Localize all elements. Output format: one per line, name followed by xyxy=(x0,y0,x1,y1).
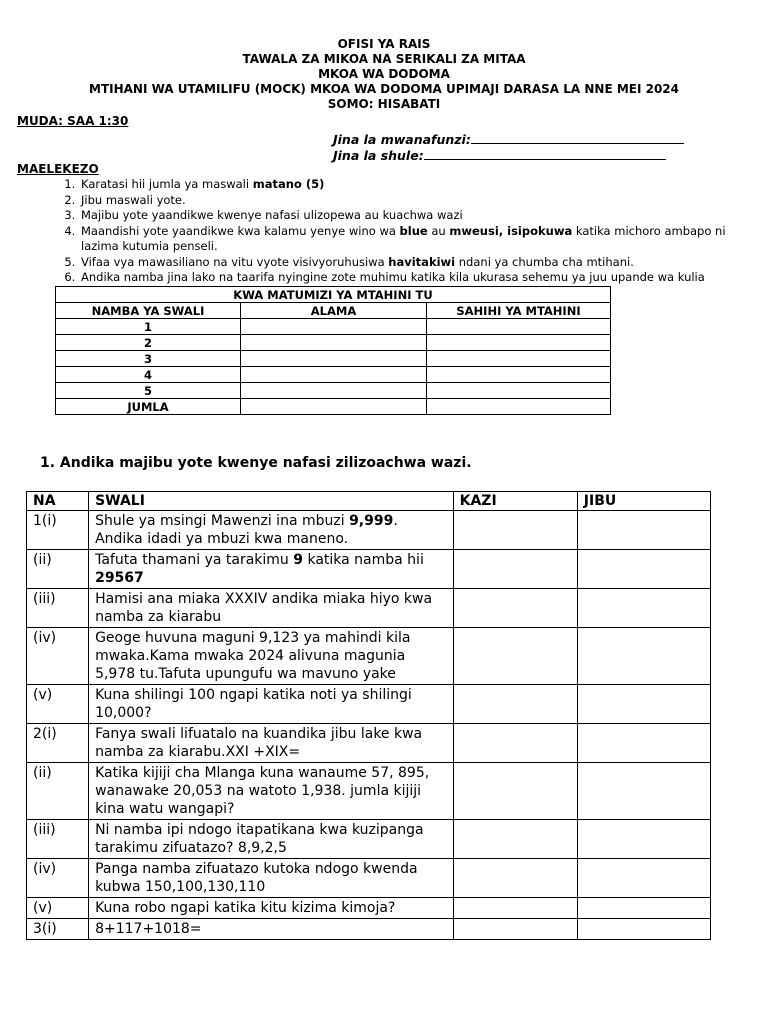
answer-cell[interactable] xyxy=(577,724,710,763)
question-number-cell: 5 xyxy=(56,383,241,399)
question-number: 1(i) xyxy=(27,511,89,550)
work-cell[interactable] xyxy=(453,589,577,628)
instruction-item: 5. Vifaa vya mawasiliano na vitu vyote visivyoruhusiwa havitakiwi ndani ya chumba cha mtihani. xyxy=(79,255,750,271)
table-row xyxy=(27,919,711,940)
examiner-use-table xyxy=(55,286,611,415)
instruction-item: 3. Majibu yote yaandikwe kwenye nafasi ulizopewa au kuachwa wazi xyxy=(79,208,750,224)
col-header-kazi: KAZI xyxy=(453,492,577,511)
question-number: 2(i) xyxy=(27,724,89,763)
score-cell[interactable] xyxy=(241,335,427,351)
table-row xyxy=(27,685,711,724)
work-cell[interactable] xyxy=(453,550,577,589)
work-cell[interactable] xyxy=(453,724,577,763)
question-number: (ii) xyxy=(27,763,89,820)
examiner-header-signature: SAHIHI YA MTAHINI xyxy=(427,303,611,319)
question-number-cell: 2 xyxy=(56,335,241,351)
question-number: (ii) xyxy=(27,550,89,589)
table-row xyxy=(27,859,711,898)
header-regional-admin: TAWALA ZA MIKOA NA SERIKALI ZA MITAA xyxy=(242,52,526,66)
signature-cell[interactable] xyxy=(427,319,611,335)
score-cell[interactable] xyxy=(241,351,427,367)
signature-cell[interactable] xyxy=(427,351,611,367)
question-text: Kuna shilingi 100 ngapi katika noti ya shilingi 10,000? xyxy=(89,685,454,724)
answer-cell[interactable] xyxy=(577,898,710,919)
question-text: Hamisi ana miaka XXXIV andika miaka hiyo kwa namba za kiarabu xyxy=(89,589,454,628)
question-number: (iv) xyxy=(27,859,89,898)
school-name-label: Jina la shule: xyxy=(333,148,424,163)
instructions-list xyxy=(40,177,750,286)
table-row xyxy=(56,367,611,383)
total-score-cell[interactable] xyxy=(241,399,427,415)
work-cell[interactable] xyxy=(453,859,577,898)
table-row xyxy=(56,319,611,335)
work-cell[interactable] xyxy=(453,511,577,550)
instruction-item: 6. Andika namba jina lako na taarifa nyingine zote muhimu katika kila ukurasa sehemu ya juu upande wa kulia xyxy=(79,270,750,286)
question-number-cell: 4 xyxy=(56,367,241,383)
answer-cell[interactable] xyxy=(577,685,710,724)
student-name-field[interactable] xyxy=(333,130,684,147)
col-header-swali: SWALI xyxy=(89,492,454,511)
table-row xyxy=(27,820,711,859)
header-region: MKOA WA DODOMA xyxy=(318,67,450,81)
student-name-label: Jina la mwanafunzi: xyxy=(333,132,471,147)
question-number: 3(i) xyxy=(27,919,89,940)
question-text: 8+117+1018= xyxy=(89,919,454,940)
score-cell[interactable] xyxy=(241,383,427,399)
question-number: (iii) xyxy=(27,589,89,628)
work-cell[interactable] xyxy=(453,763,577,820)
questions-table xyxy=(26,491,711,940)
examiner-header-score: ALAMA xyxy=(241,303,427,319)
question-number: (v) xyxy=(27,685,89,724)
table-row xyxy=(27,628,711,685)
question-number-cell: 3 xyxy=(56,351,241,367)
table-row xyxy=(27,763,711,820)
table-row xyxy=(56,335,611,351)
examiner-table-title: KWA MATUMIZI YA MTAHINI TU xyxy=(56,287,611,303)
answer-cell[interactable] xyxy=(577,820,710,859)
question-text: Tafuta thamani ya tarakimu 9 katika namba hii 29567 xyxy=(89,550,454,589)
signature-cell[interactable] xyxy=(427,383,611,399)
answer-cell[interactable] xyxy=(577,859,710,898)
table-row xyxy=(27,898,711,919)
work-cell[interactable] xyxy=(453,898,577,919)
question-text: Panga namba zifuatazo kutoka ndogo kwenda kubwa 150,100,130,110 xyxy=(89,859,454,898)
signature-cell[interactable] xyxy=(427,367,611,383)
work-cell[interactable] xyxy=(453,685,577,724)
table-row xyxy=(27,589,711,628)
work-cell[interactable] xyxy=(453,628,577,685)
question-number: (v) xyxy=(27,898,89,919)
instructions-heading: MAELEKEZO xyxy=(17,162,99,176)
score-cell[interactable] xyxy=(241,367,427,383)
table-row xyxy=(56,351,611,367)
instruction-item: 4. Maandishi yote yaandikwe kwa kalamu yenye wino wa blue au mweusi, isipokuwa katika michoro ambapo ni lazima kutumia penseli. xyxy=(79,224,750,255)
exam-duration: MUDA: SAA 1:30 xyxy=(17,114,129,128)
table-row xyxy=(56,399,611,415)
col-header-na: NA xyxy=(27,492,89,511)
total-label-cell: JUMLA xyxy=(56,399,241,415)
student-name-line[interactable] xyxy=(471,130,684,144)
table-row xyxy=(27,724,711,763)
work-cell[interactable] xyxy=(453,919,577,940)
answer-cell[interactable] xyxy=(577,550,710,589)
answer-cell[interactable] xyxy=(577,919,710,940)
section-1-title: 1. Andika majibu yote kwenye nafasi zilizoachwa wazi. xyxy=(40,455,472,471)
examiner-header-question: NAMBA YA SWALI xyxy=(56,303,241,319)
question-text: Fanya swali lifuatalo na kuandika jibu lake kwa namba za kiarabu.XXI +XIX= xyxy=(89,724,454,763)
signature-cell[interactable] xyxy=(427,335,611,351)
table-row xyxy=(27,511,711,550)
header-exam-title: MTIHANI WA UTAMILIFU (MOCK) MKOA WA DODOMA UPIMAJI DARASA LA NNE MEI 2024 xyxy=(89,82,679,96)
answer-cell[interactable] xyxy=(577,589,710,628)
question-text: Kuna robo ngapi katika kitu kizima kimoja? xyxy=(89,898,454,919)
question-text: Shule ya msingi Mawenzi ina mbuzi 9,999. Andika idadi ya mbuzi kwa maneno. xyxy=(89,511,454,550)
instruction-item: 2. Jibu maswali yote. xyxy=(79,193,750,209)
question-text: Katika kijiji cha Mlanga kuna wanaume 57, 895, wanawake 20,053 na watoto 1,938. jumla kijiji kina watu wangapi? xyxy=(89,763,454,820)
question-text: Geoge huvuna maguni 9,123 ya mahindi kila mwaka.Kama mwaka 2024 alivuna magunia 5,978 tu.Tafuta upungufu wa mavuno yake xyxy=(89,628,454,685)
instruction-item: 1. Karatasi hii jumla ya maswali matano (5) xyxy=(79,177,750,193)
answer-cell[interactable] xyxy=(577,763,710,820)
table-row xyxy=(56,383,611,399)
question-text: Ni namba ipi ndogo itapatikana kwa kuzipanga tarakimu zifuatazo? 8,9,2,5 xyxy=(89,820,454,859)
school-name-field[interactable] xyxy=(333,146,666,163)
question-number: (iii) xyxy=(27,820,89,859)
score-cell[interactable] xyxy=(241,319,427,335)
header-office: OFISI YA RAIS xyxy=(337,37,431,51)
question-number: (iv) xyxy=(27,628,89,685)
question-number-cell: 1 xyxy=(56,319,241,335)
school-name-line[interactable] xyxy=(424,146,666,160)
table-row xyxy=(27,550,711,589)
col-header-jibu: JIBU xyxy=(577,492,710,511)
total-signature-cell[interactable] xyxy=(427,399,611,415)
header-subject: SOMO: HISABATI xyxy=(327,97,441,111)
answer-cell[interactable] xyxy=(577,511,710,550)
answer-cell[interactable] xyxy=(577,628,710,685)
work-cell[interactable] xyxy=(453,820,577,859)
